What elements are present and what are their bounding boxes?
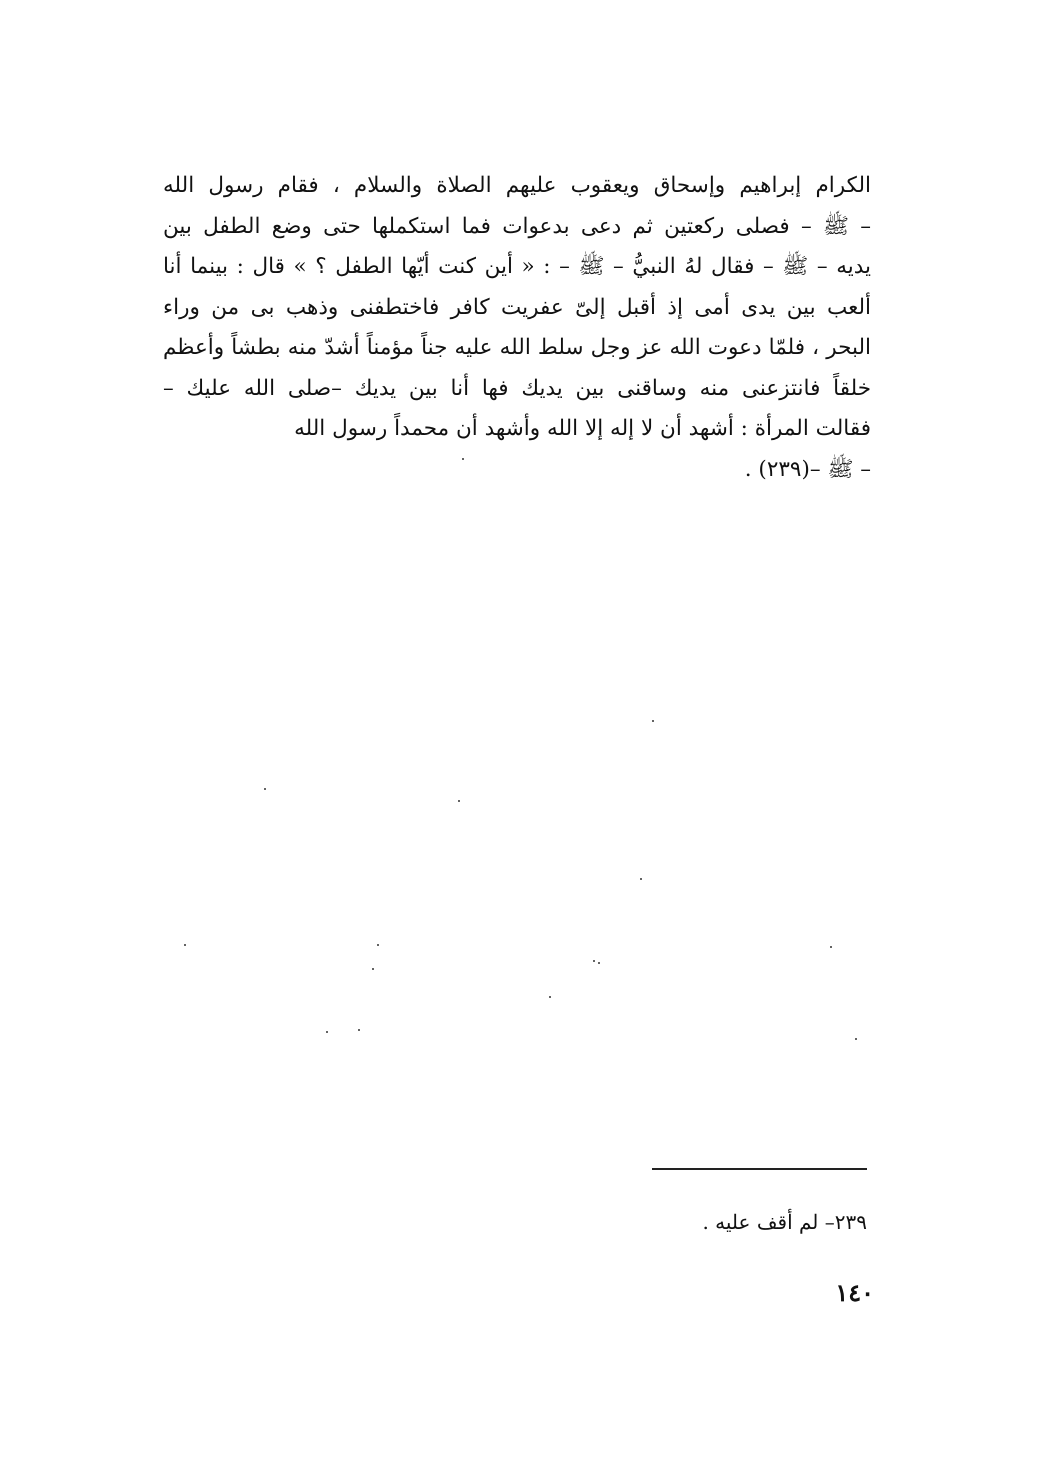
text-line: يديه – ﷺ – فقال لهُ النبيُّ – ﷺ – : « أين كنت أيّها الطفل ؟ » قال : بينما أنا <box>163 254 871 279</box>
scan-speck <box>593 960 595 962</box>
text-line: الكرام إبراهيم وإسحاق ويعقوب عليهم الصلاة والسلام ، فقام رسول الله <box>163 173 871 198</box>
scan-speck <box>372 968 374 970</box>
scan-speck <box>640 878 642 880</box>
scan-speck <box>184 944 186 946</box>
scan-speck <box>358 1029 360 1031</box>
scan-speck <box>458 800 460 802</box>
text-line: خلقاً فانتزعنى منه وساقنى بين يديك فها أنا بين يديك –صلى الله عليك – <box>163 375 871 401</box>
scan-speck <box>830 946 832 948</box>
scan-speck <box>549 996 551 998</box>
scan-speck <box>326 1031 328 1033</box>
scan-speck <box>462 458 464 460</box>
scan-speck <box>855 1038 857 1040</box>
text-line: البحر ، فلمّا دعوت الله عز وجل سلط الله عليه جناً مؤمناً أشدّ منه بطشاً وأعظم <box>163 335 871 360</box>
scan-speck <box>377 944 379 946</box>
scan-speck <box>652 720 654 722</box>
text-line: – ﷺ – فصلى ركعتين ثم دعى بدعوات فما استكملها حتى وضع الطفل بين <box>163 213 871 239</box>
footnote-divider <box>652 1168 867 1170</box>
text-line: ألعب بين يدى أمى إذ أقبل إلىّ عفريت كافر فاختطفنى وذهب بى من وراء <box>163 294 871 320</box>
text-line: – ﷺ –(٢٣٩) . <box>744 456 871 482</box>
footnote: ٢٣٩– لم أقف عليه . <box>702 1210 867 1234</box>
page-number: ١٤٠ <box>835 1278 874 1307</box>
scan-speck <box>264 788 266 790</box>
main-text-block <box>163 166 871 490</box>
text-line: فقالت المرأة : أشهد أن لا إله إلا الله وأشهد أن محمداً رسول الله <box>294 416 871 441</box>
scan-speck <box>598 962 600 964</box>
